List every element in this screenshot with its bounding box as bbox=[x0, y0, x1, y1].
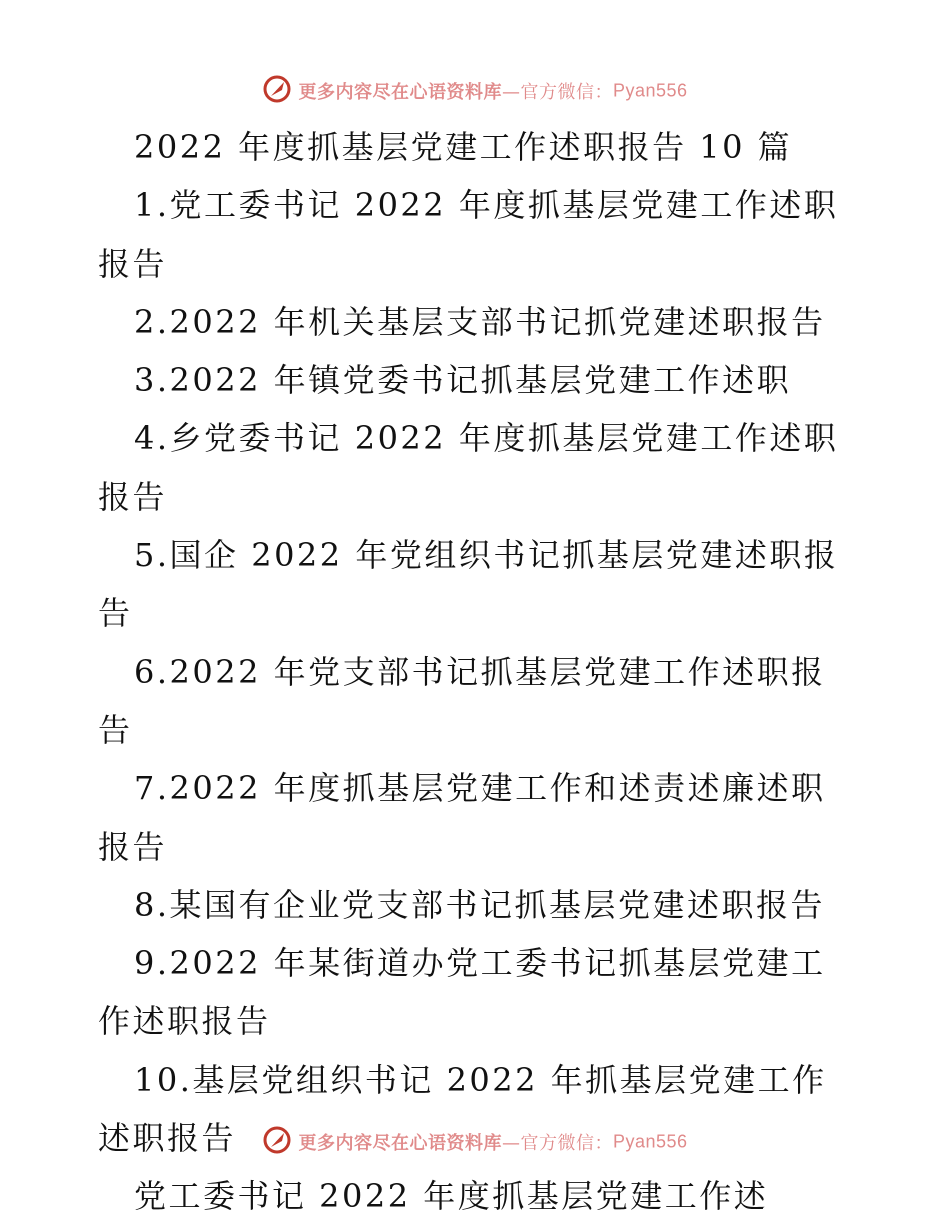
watermark-separator: —官方微信： bbox=[501, 1133, 613, 1154]
document-title: 2022 年度抓基层党建工作述职报告 10 篇 bbox=[134, 128, 793, 166]
list-item: 7.2022 年度抓基层党建工作和述责述廉述职报告 bbox=[98, 769, 826, 866]
list-item: 1.党工委书记 2022 年度抓基层党建工作述职报告 bbox=[98, 186, 839, 283]
list-item: 8.某国有企业党支部书记抓基层党建述职报告 bbox=[134, 885, 826, 924]
watermark-text: 更多内容尽在心语资料库 bbox=[298, 1133, 502, 1154]
footer-watermark bbox=[0, 1127, 950, 1157]
watermark-wechat-id: Pyan556 bbox=[612, 80, 688, 101]
quill-logo-icon bbox=[262, 1125, 292, 1155]
watermark-text: 更多内容尽在心语资料库 bbox=[298, 82, 502, 103]
document-body bbox=[98, 118, 858, 1226]
list-item: 9.2022 年某街道办党工委书记抓基层党建工作述职报告 bbox=[98, 944, 826, 1041]
section-heading: 党工委书记 2022 年度抓基层党建工作述 bbox=[134, 1177, 769, 1216]
header-watermark bbox=[0, 76, 950, 106]
list-item: 10.基层党组织书记 2022 年抓基层党建工作述职报告 bbox=[98, 1060, 827, 1158]
list-item: 6.2022 年党支部书记抓基层党建工作述职报告 bbox=[98, 652, 826, 749]
list-item: 4.乡党委书记 2022 年度抓基层党建工作述职报告 bbox=[98, 419, 839, 516]
watermark-wechat-id: Pyan556 bbox=[612, 1131, 688, 1152]
quill-logo-icon bbox=[262, 74, 292, 104]
list-item: 2.2022 年机关基层支部书记抓党建述职报告 bbox=[134, 302, 826, 341]
list-item: 5.国企 2022 年党组织书记抓基层党建述职报告 bbox=[98, 536, 839, 633]
watermark-separator: —官方微信： bbox=[501, 82, 613, 103]
list-item: 3.2022 年镇党委书记抓基层党建工作述职 bbox=[134, 361, 792, 400]
